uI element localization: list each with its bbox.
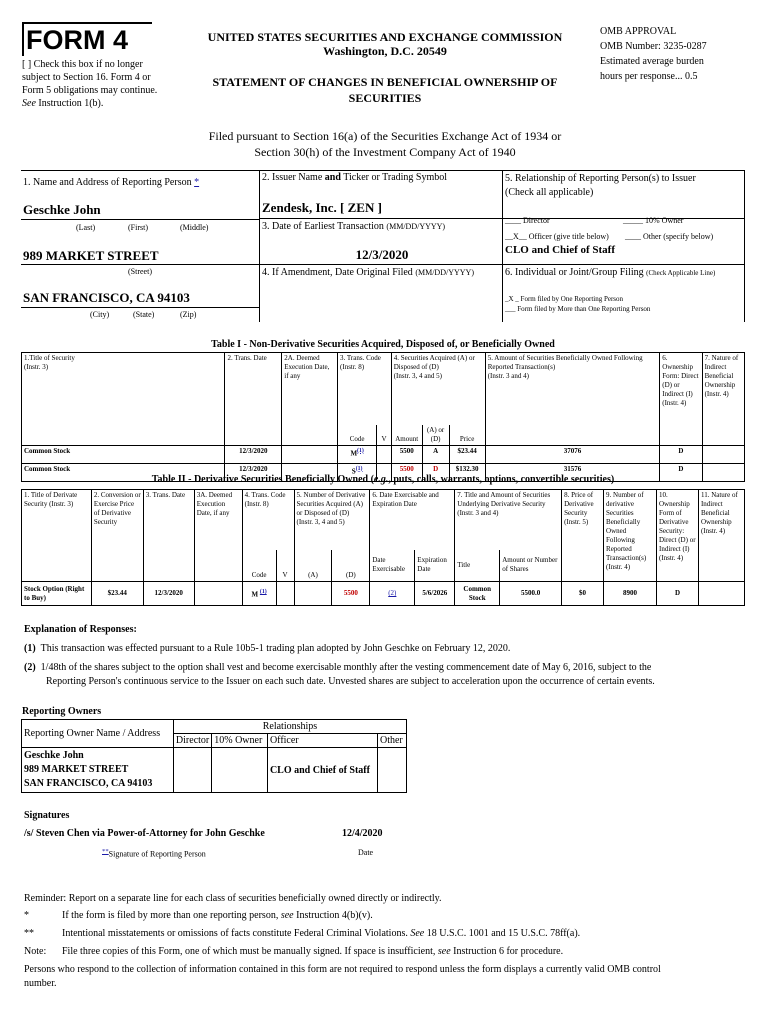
t1-sub-code: Code xyxy=(338,425,377,446)
date-label: Date xyxy=(358,848,374,857)
t1-sub-ad: (A) or (D) xyxy=(422,425,449,446)
rel-director: ____ Director xyxy=(505,216,550,225)
t2-sub-amt: Amount or Number of Shares xyxy=(500,550,562,582)
box5-label: 5. Relationship of Reporting Person(s) to Issuer (Check all applicable) xyxy=(505,173,696,198)
rel-other: ____ Other (specify below) xyxy=(625,232,714,241)
t1-h2a: 2A. Deemed Execution Date, if any xyxy=(282,353,338,446)
table-row: Common Stock 12/3/2020 $M^{(1)}$ 5500 A $23.44 37076 D xyxy=(22,445,745,463)
signature-label: **Signature of Reporting Person xyxy=(102,848,206,859)
t2-h2: 2. Conversion or Exercise Price of Derivative Security xyxy=(91,490,143,582)
table2 xyxy=(21,489,745,606)
t2-sub-v: V xyxy=(276,550,294,582)
owners-col-other: Other xyxy=(377,734,406,748)
footnote-2: (2) 1/48th of the shares subject to the option shall vest and become exercisable monthly after the vesting commencement date of May 6, 2016, subject to the Reporting Person's continuous service to the Issuer on each such date. Unvested shares are subject to acceleration upon the occurrence of certain events. xyxy=(24,662,655,687)
instr-ref: Instruction 1(b). xyxy=(38,98,104,109)
label-middle: (Middle) xyxy=(180,223,209,232)
t1-h6: 6. Ownership Form: Direct (D) or Indirect (I) (Instr. 4) xyxy=(660,353,702,446)
check-box-text[interactable] xyxy=(22,58,172,110)
form-title: FORM 4 xyxy=(26,25,129,55)
box3-label: 3. Date of Earliest Transaction (MM/DD/YYYY) xyxy=(262,221,446,232)
t1-h5: 5. Amount of Securities Beneficially Owned Following Reported Transaction(s) (Instr. 3 and 4) xyxy=(485,353,660,446)
note-line: Note: File three copies of this Form, one of which must be manually signed. If space is insufficient, see Instruction 6 for procedure. xyxy=(24,946,564,957)
box1-star-link[interactable]: * xyxy=(194,177,200,188)
filed-pursuant-line1: Filed pursuant to Section 16(a) of the Securities Exchange Act of 1934 or xyxy=(208,129,562,143)
rel-officer: __X__ Officer (give title below) xyxy=(505,232,609,241)
agency-city: Washington, D.C. 20549 xyxy=(323,44,447,58)
t2-sub-date-ex: Date Exercisable xyxy=(370,550,415,582)
signature-date: 12/4/2020 xyxy=(342,828,383,839)
burden-line2: hours per response... 0.5 xyxy=(600,71,698,82)
box1-label: 1. Name and Address of Reporting Person * xyxy=(23,177,200,188)
reporting-person-name: Geschke John xyxy=(23,202,101,217)
persons-notice: Persons who respond to the collection of information contained in this form are not required to respond unless the form displays a currently valid OMB control number. xyxy=(24,964,661,989)
table2-title: Table II - Derivative Securities Beneficially Owned (e.g., puts, calls, warrants, options, convertible securities) xyxy=(151,474,615,485)
footnote-1: (1) This transaction was effected pursuant to a Rule 10b5-1 trading plan adopted by John Geschke on February 12, 2020. xyxy=(24,643,511,654)
sig-star-link[interactable]: ** xyxy=(102,848,109,855)
label-street: (Street) xyxy=(128,267,152,276)
form-title-box xyxy=(22,22,152,56)
t2-h3: 3. Trans. Date xyxy=(143,490,194,582)
footnote-link[interactable]: (1) xyxy=(259,588,267,595)
filed-pursuant-line2: Section 30(h) of the Investment Company Act of 1940 xyxy=(254,145,516,159)
filing-one: _X _ Form filed by One Reporting Person xyxy=(505,295,624,303)
check-box-label: [ ] Check this box if no longer subject to Section 16. Form 4 or Form 5 obligations may continue. xyxy=(22,59,158,96)
filing-more: ___ Form filed by More than One Reporting Person xyxy=(505,305,651,313)
street-value: 989 MARKET STREET xyxy=(23,248,159,263)
label-last: (Last) xyxy=(76,223,96,232)
owners-col-officer: Officer xyxy=(267,734,377,748)
t2-sub-code: Code xyxy=(242,550,276,582)
table1-title: Table I - Non-Derivative Securities Acquired, Disposed of, or Beneficially Owned xyxy=(211,339,555,350)
label-zip: (Zip) xyxy=(180,310,197,319)
label-state: (State) xyxy=(133,310,155,319)
owners-col-director: Director xyxy=(173,734,211,748)
t1-sub-amount: Amount xyxy=(391,425,422,446)
burden-line1: Estimated average burden xyxy=(600,56,704,67)
rel-ten-pct: _____ 10% Owner xyxy=(623,216,684,225)
t1-h3: 3. Trans. Code (Instr. 8) xyxy=(338,353,392,425)
earliest-transaction-date: 12/3/2020 xyxy=(355,247,409,262)
t2-sub-a: (A) xyxy=(294,550,332,582)
omb-approval: OMB APPROVAL xyxy=(600,26,677,37)
table-row: Geschke John 989 MARKET STREET SAN FRANCISCO, CA 94103 CLO and Chief of Staff xyxy=(22,748,407,793)
t1-h4: 4. Securities Acquired (A) or Disposed of (D) (Instr. 3, 4 and 5) xyxy=(391,353,485,425)
reminder: Reminder: Report on a separate line for each class of securities beneficially owned directly or indirectly. xyxy=(24,893,442,904)
owners-col-ten-pct: 10% Owner xyxy=(212,734,268,748)
star-note: * If the form is filed by more than one reporting person, see Instruction 4(b)(v). xyxy=(24,910,373,921)
box6-label: 6. Individual or Joint/Group Filing (Check Applicable Line) xyxy=(505,267,716,278)
footnote-link[interactable]: (2) xyxy=(370,582,415,606)
owners-col-name: Reporting Owner Name / Address xyxy=(22,720,174,748)
owners-heading: Reporting Owners xyxy=(22,706,102,717)
footnote-link[interactable]: (1) xyxy=(355,465,363,472)
explanation-heading: Explanation of Responses: xyxy=(24,624,137,635)
owners-relationships: Relationships xyxy=(173,720,406,734)
t2-h9: 9. Number of derivative Securities Beneficially Owned Following Reported Transaction(s) (Instr. 4) xyxy=(604,490,657,582)
t2-h7: 7. Title and Amount of Securities Underlying Derivative Security (Instr. 3 and 4) xyxy=(455,490,562,550)
table-row: Stock Option (Right to Buy) $23.44 12/3/2020 M $^{(1)}$ 5500 (2) 5/6/2026 Common Stock 5500.0 $0 8900 D xyxy=(22,582,745,606)
signer-name: /s/ Steven Chen via Power-of-Attorney for John Geschke xyxy=(24,828,265,839)
t2-sub-d: (D) xyxy=(332,550,370,582)
issuer-name: Zendesk, Inc. [ ZEN ] xyxy=(262,200,382,215)
t2-sub-title: Title xyxy=(455,550,500,582)
see-text: See xyxy=(22,98,36,109)
label-first: (First) xyxy=(128,223,148,232)
double-star-note: ** Intentional misstatements or omissions of facts constitute Federal Criminal Violations. See 18 U.S.C. 1001 and 15 U.S.C. 78ff(a). xyxy=(24,928,581,939)
footnote-link[interactable]: (1) xyxy=(357,447,364,454)
t2-sub-exp: Expiration Date xyxy=(415,550,455,582)
box2-label: 2. Issuer Name and Ticker or Trading Symbol xyxy=(262,172,448,183)
filed-pursuant xyxy=(150,128,620,160)
t1-h1: 1.Title of Security (Instr. 3) xyxy=(22,353,225,446)
t1-h7: 7. Nature of Indirect Beneficial Ownership (Instr. 4) xyxy=(702,353,744,446)
signatures-heading: Signatures xyxy=(24,810,70,821)
t2-h5: 5. Number of Derivative Securities Acquired (A) or Disposed of (D) (Instr. 3, 4 and 5) xyxy=(294,490,370,550)
t1-h2: 2. Trans. Date xyxy=(225,353,282,446)
t2-h6: 6. Date Exercisable and Expiration Date xyxy=(370,490,455,550)
t1-sub-v: V xyxy=(377,425,391,446)
t2-h3a: 3A. Deemed Execution Date, if any xyxy=(194,490,242,582)
t2-h10: 10. Ownership Form of Derivative Security: Direct (D) or Indirect (I) (Instr. 4) xyxy=(656,490,698,582)
t2-h11: 11. Nature of Indirect Beneficial Ownership (Instr. 4) xyxy=(698,490,744,582)
t2-h4: 4. Trans. Code (Instr. 8) xyxy=(242,490,294,550)
omb-box xyxy=(600,24,760,84)
t1-sub-price: Price xyxy=(449,425,485,446)
t2-h8: 8. Price of Derivative Security (Instr. 5) xyxy=(562,490,604,582)
box4-label: 4. If Amendment, Date Original Filed (MM/DD/YYYY) xyxy=(262,267,474,278)
omb-number: OMB Number: 3235-0287 xyxy=(600,41,707,52)
owners-table xyxy=(21,719,407,793)
city-value: SAN FRANCISCO, CA 94103 xyxy=(23,290,190,305)
table1 xyxy=(21,352,745,482)
t2-h1: 1. Title of Derivate Security (Instr. 3) xyxy=(22,490,92,582)
label-city: (City) xyxy=(90,310,110,319)
officer-title: CLO and Chief of Staff xyxy=(505,244,616,256)
statement-title: STATEMENT OF CHANGES IN BENEFICIAL OWNERSHIP OF SECURITIES xyxy=(212,75,558,105)
agency-name: UNITED STATES SECURITIES AND EXCHANGE COMMISSION xyxy=(207,30,563,44)
table-row: Common Stock 12/3/2020 $S^{(1)}$ 5500 D $132.30 31576 D xyxy=(22,463,745,481)
